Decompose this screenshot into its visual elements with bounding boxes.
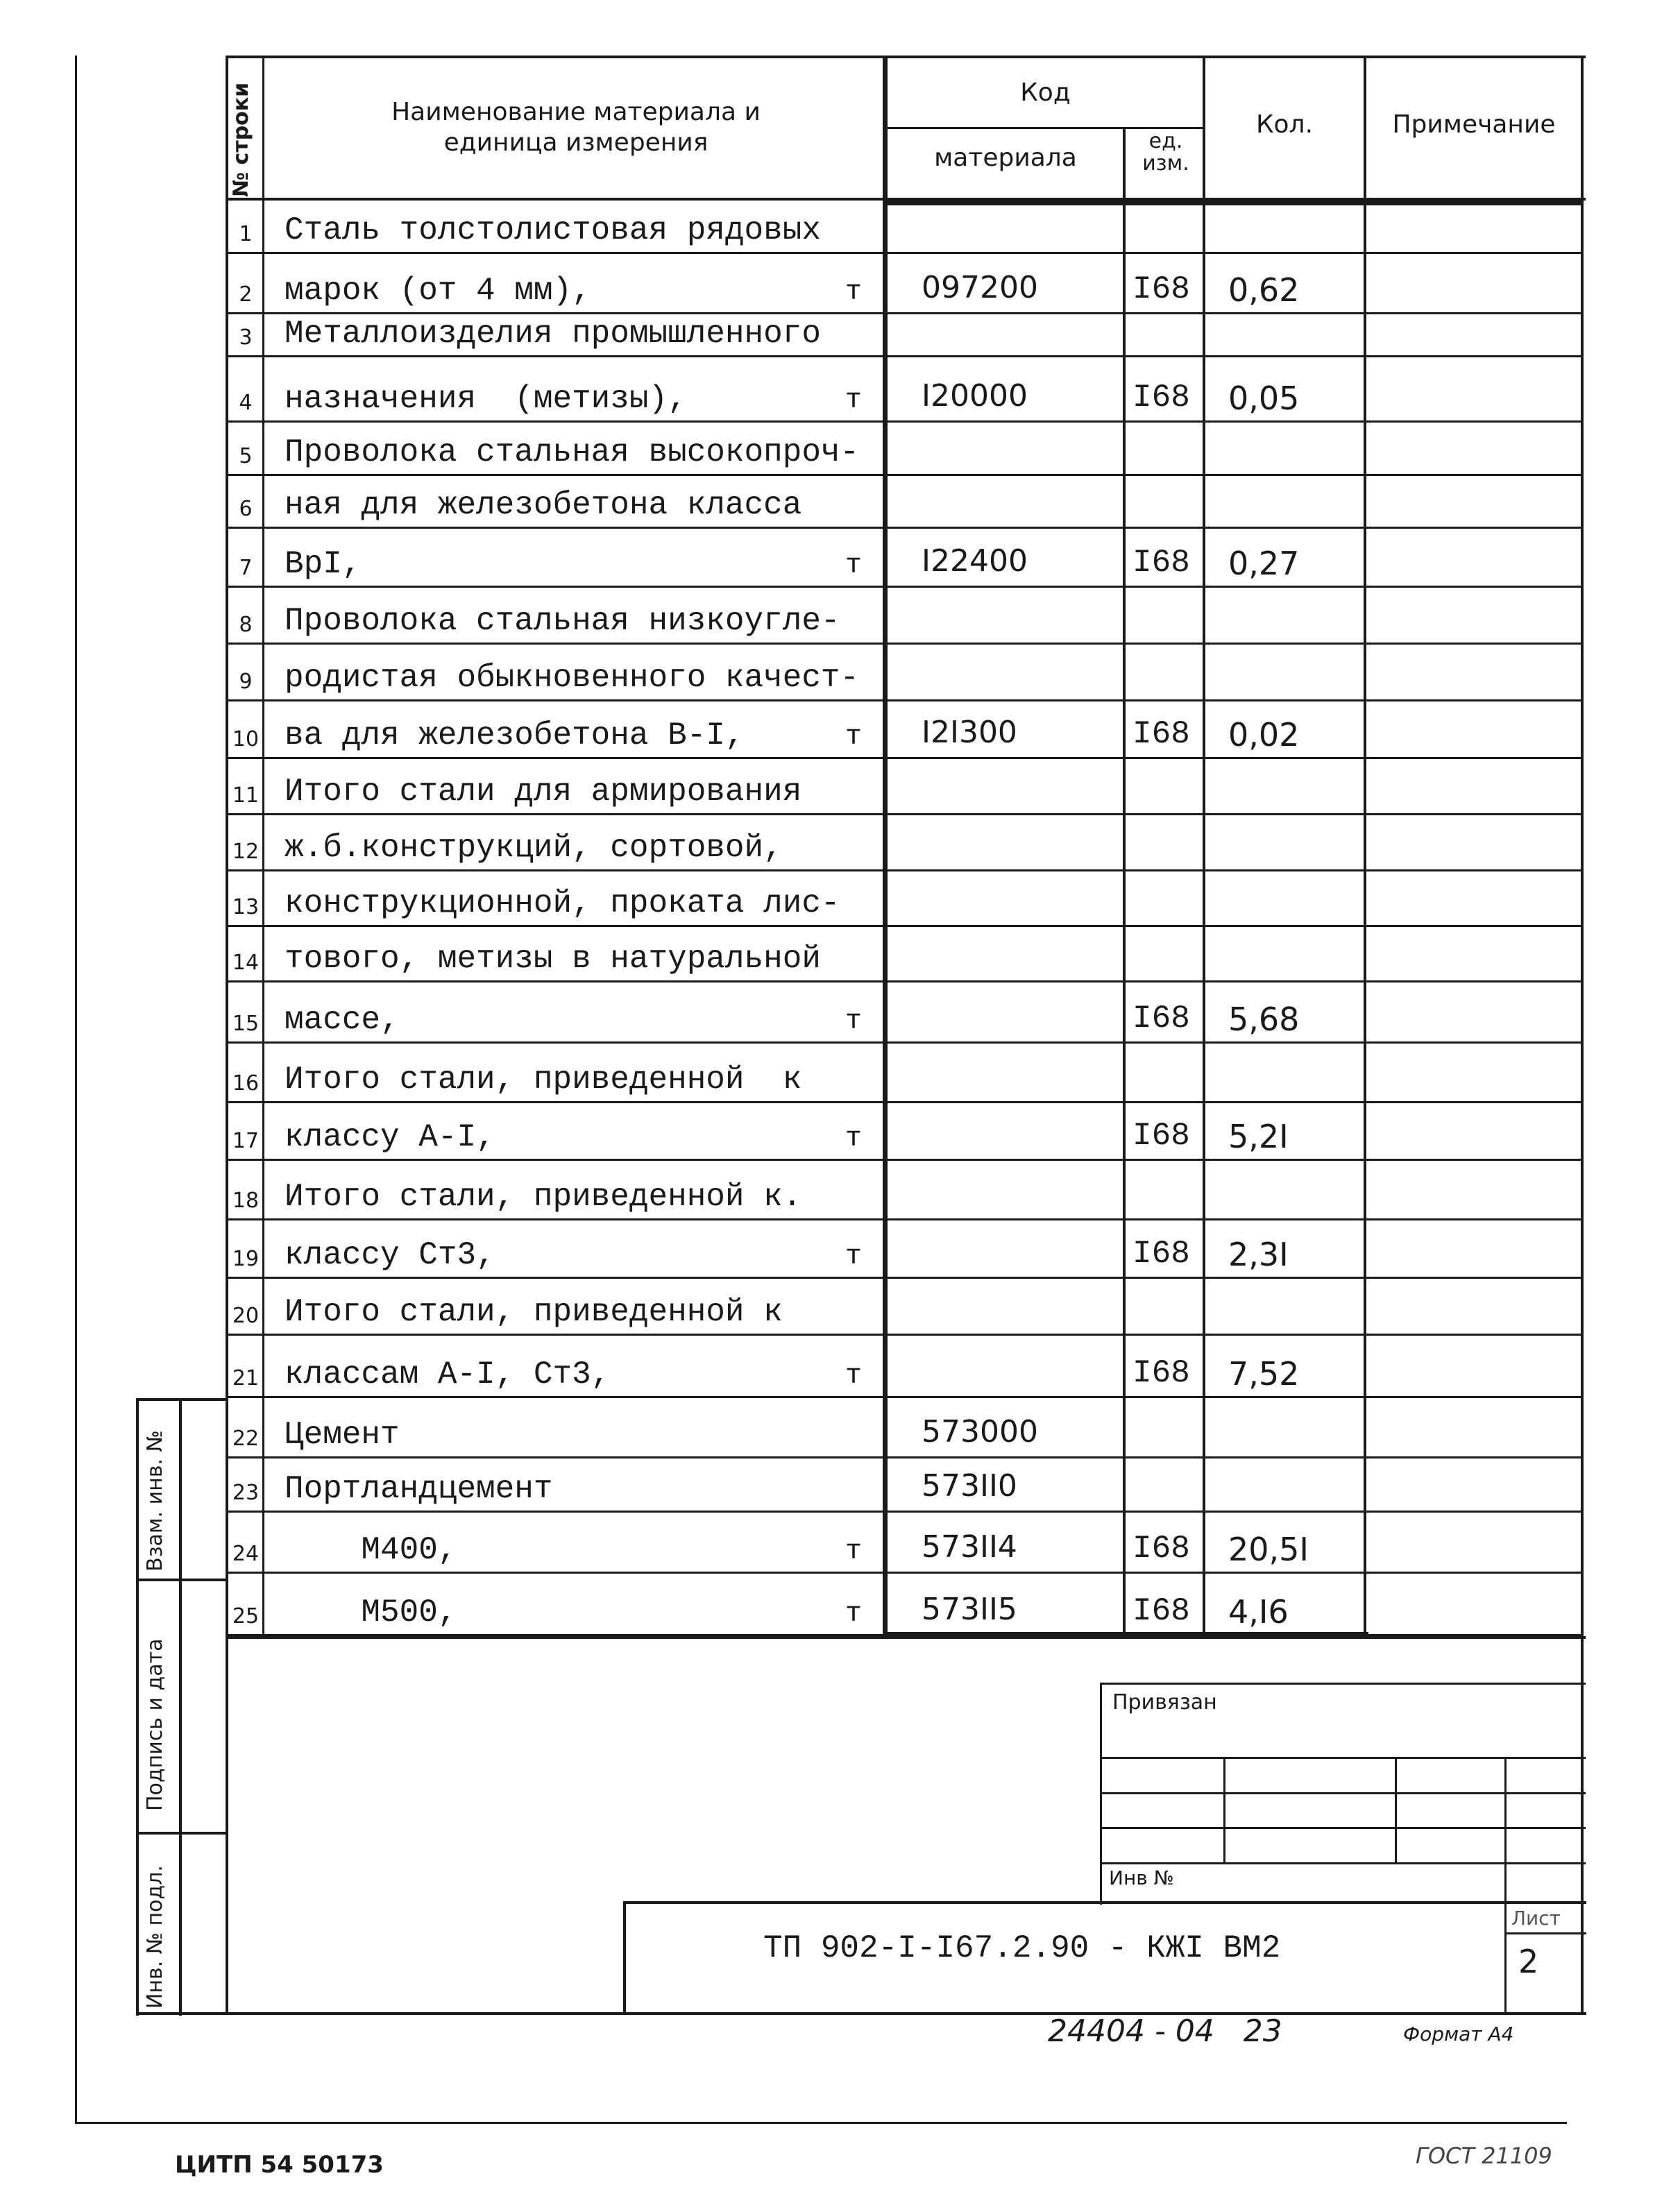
- side-inv-label: Инв. № подл.: [143, 1865, 167, 2009]
- unit-label: т: [845, 1123, 863, 1155]
- quantity: 0,27: [1228, 545, 1300, 582]
- stamp-col-3: [1504, 1757, 1507, 2014]
- row-number: 14: [232, 951, 260, 975]
- header-name: Наименование материала и единица измерения: [391, 98, 761, 157]
- material-name: классу А-I,: [285, 1119, 495, 1155]
- row-number: 4: [239, 391, 253, 415]
- row-number: 3: [239, 325, 253, 350]
- stamp-line-a: [1100, 1757, 1586, 1759]
- unit-code: I68: [1132, 1236, 1190, 1272]
- material-name: Итого стали, приведенной к: [285, 1294, 783, 1330]
- table-row: [0, 1220, 1680, 1279]
- stamp-col-2: [1395, 1757, 1397, 1864]
- header-qty: Кол.: [1255, 110, 1314, 139]
- material-name: ва для железобетона В-I,: [285, 717, 745, 754]
- table-row: [0, 1103, 1680, 1161]
- footer-handwritten-number: 24404 - 04 23: [1048, 2014, 1282, 2049]
- unit-code: I68: [1132, 545, 1190, 581]
- material-code: 573II4: [922, 1529, 1017, 1565]
- material-name: классу Ст3,: [285, 1237, 495, 1273]
- row-number: 1: [239, 222, 253, 246]
- unit-label: т: [845, 1536, 863, 1567]
- row-number: 15: [232, 1012, 260, 1036]
- row-number: 21: [232, 1366, 260, 1390]
- list-divider-line: [1504, 1932, 1586, 1934]
- footer-left-stamp: ЦИТП 54 50173: [175, 2151, 384, 2179]
- material-name: М500,: [285, 1594, 457, 1631]
- row-number: 10: [232, 727, 260, 751]
- material-code: I2I300: [922, 715, 1017, 750]
- row-number: 13: [232, 895, 260, 919]
- unit-label: т: [845, 550, 863, 581]
- material-name: родистая обыкновенного качест-: [285, 660, 860, 696]
- row-number: 11: [232, 783, 260, 808]
- row-number: 17: [232, 1129, 260, 1153]
- material-name: Цемент: [285, 1417, 400, 1453]
- material-name: Проволока стальная высокопроч-: [285, 434, 860, 470]
- table-row: [0, 1161, 1680, 1220]
- footer-format: Формат А4: [1403, 2023, 1514, 2045]
- unit-code: I68: [1132, 716, 1190, 752]
- quantity: 0,02: [1228, 716, 1300, 754]
- side-podpis-label: Подпись и дата: [143, 1638, 167, 1811]
- unit-label: т: [845, 1599, 863, 1630]
- quantity: 2,3I: [1228, 1236, 1289, 1273]
- table-row: [0, 314, 1680, 357]
- side-col-left: [136, 1398, 139, 2016]
- side-top-line: [136, 1398, 226, 1401]
- stamp-line-d: [1100, 1862, 1586, 1864]
- row-number: 19: [232, 1247, 260, 1271]
- stamp-line-b: [1100, 1792, 1586, 1794]
- table-row: [0, 982, 1680, 1044]
- row-number: 23: [232, 1481, 260, 1505]
- row-number: 12: [232, 840, 260, 864]
- table-row: [0, 1574, 1680, 1636]
- table-row: [0, 759, 1680, 815]
- table-row: [0, 529, 1680, 588]
- unit-code: I68: [1132, 1001, 1190, 1037]
- table-row: [0, 201, 1680, 254]
- material-name: ж.б.конструкций, сортовой,: [285, 830, 783, 866]
- table-row: [0, 476, 1680, 529]
- unit-label: т: [845, 1241, 863, 1273]
- material-code: 097200: [922, 270, 1038, 305]
- quantity: 0,62: [1228, 271, 1300, 309]
- row-number: 18: [232, 1189, 260, 1213]
- table-row: [0, 588, 1680, 645]
- stamp-top-line: [1100, 1683, 1586, 1685]
- row-number: 5: [239, 444, 253, 468]
- side-line-2: [136, 1579, 226, 1581]
- material-code: I20000: [922, 378, 1028, 414]
- stamp-col-1: [1223, 1757, 1225, 1864]
- side-vzam-label: Взам. инв. №: [143, 1430, 167, 1572]
- side-col-mid: [179, 1398, 182, 2016]
- quantity: 4,I6: [1228, 1593, 1289, 1631]
- material-name: ная для железобетона класса: [285, 487, 802, 523]
- row-number: 20: [232, 1304, 260, 1328]
- material-code: 573II5: [922, 1592, 1017, 1627]
- designation-left-line: [623, 1901, 626, 2014]
- row-number: 16: [232, 1071, 260, 1096]
- material-name: конструкционной, проката лис-: [285, 885, 840, 921]
- row-number: 9: [239, 670, 253, 694]
- table-row: [0, 871, 1680, 927]
- material-name: Металлоизделия промышленного: [285, 316, 821, 352]
- unit-code: I68: [1132, 1593, 1190, 1629]
- quantity: 5,2I: [1228, 1118, 1289, 1155]
- table-row: [0, 815, 1680, 871]
- row-line: [226, 1634, 1584, 1636]
- table-row: [0, 1279, 1680, 1336]
- unit-code: I68: [1132, 1531, 1190, 1567]
- table-top-line: [226, 56, 1586, 58]
- quantity: 5,68: [1228, 1001, 1300, 1038]
- material-code: 573000: [922, 1414, 1038, 1449]
- side-line-3: [136, 1832, 226, 1835]
- material-name: назначения (метизы),: [285, 381, 687, 417]
- unit-label: т: [845, 1361, 863, 1392]
- row-number: 6: [239, 497, 253, 521]
- material-name: Итого стали, приведенной к: [285, 1062, 802, 1098]
- table-row: [0, 1398, 1680, 1458]
- row-number: 24: [232, 1542, 260, 1566]
- material-name: Сталь толстолистовая рядовых: [285, 212, 821, 248]
- header-code: Код: [1020, 78, 1071, 107]
- row-number: 8: [239, 613, 253, 637]
- unit-code: I68: [1132, 1118, 1190, 1154]
- material-code: 573II0: [922, 1468, 1017, 1504]
- unit-label: т: [845, 277, 863, 308]
- unit-code: I68: [1132, 271, 1190, 307]
- row-number: 7: [239, 556, 253, 580]
- table-row: [0, 423, 1680, 476]
- stamp-privyazan: Привязан: [1112, 1690, 1217, 1715]
- header-code-unit: ед. изм.: [1142, 129, 1189, 176]
- table-row: [0, 645, 1680, 701]
- quantity: 0,05: [1228, 380, 1300, 417]
- table-row: [0, 701, 1680, 759]
- material-name: ВрI,: [285, 546, 362, 582]
- material-name: Портландцемент: [285, 1471, 553, 1507]
- row-number: 2: [239, 282, 253, 307]
- material-code: I22400: [922, 543, 1028, 579]
- material-name: М400,: [285, 1532, 457, 1568]
- stamp-list-no: 2: [1518, 1943, 1539, 1980]
- material-name: тового, метизы в натуральной: [285, 941, 821, 977]
- unit-label: т: [845, 385, 863, 416]
- table-row: [0, 927, 1680, 982]
- unit-label: т: [845, 1006, 863, 1037]
- header-code-material: материала: [934, 144, 1077, 172]
- frame-bottom-line: [75, 2122, 1567, 2124]
- stamp-inv-no: Инв №: [1109, 1866, 1174, 1889]
- unit-code: I68: [1132, 380, 1190, 416]
- table-row: [0, 1044, 1680, 1103]
- table-row: [0, 254, 1680, 314]
- designation-top-line: [623, 1901, 1586, 1904]
- row-number: 25: [232, 1604, 260, 1628]
- unit-label: т: [845, 722, 863, 753]
- table-row: [0, 357, 1680, 423]
- stamp-designation: ТП 902-I-I67.2.90 - КЖI ВМ2: [763, 1930, 1281, 1966]
- header-note: Примечание: [1392, 110, 1556, 139]
- side-bottom-line: [136, 2012, 1586, 2015]
- material-name: массе,: [285, 1002, 400, 1038]
- header-rownum: № строки: [229, 82, 253, 197]
- table-row: [0, 1458, 1680, 1513]
- material-name: классам А-I, Ст3,: [285, 1356, 611, 1393]
- row-number: 22: [232, 1427, 260, 1451]
- material-name: Итого стали, приведенной к.: [285, 1179, 802, 1215]
- table-row: [0, 1513, 1680, 1574]
- quantity: 7,52: [1228, 1355, 1300, 1393]
- footer-right-stamp: ГОСТ 21109: [1416, 2143, 1552, 2169]
- material-name: Итого стали для армирования: [285, 774, 802, 810]
- unit-code: I68: [1132, 1355, 1190, 1391]
- stamp-list-label: Лист: [1511, 1907, 1561, 1930]
- quantity: 20,5I: [1228, 1531, 1309, 1568]
- stamp-line-c: [1100, 1827, 1586, 1829]
- table-row: [0, 1336, 1680, 1398]
- material-name: Проволока стальная низкоугле-: [285, 603, 840, 639]
- material-name: марок (от 4 мм),: [285, 273, 591, 309]
